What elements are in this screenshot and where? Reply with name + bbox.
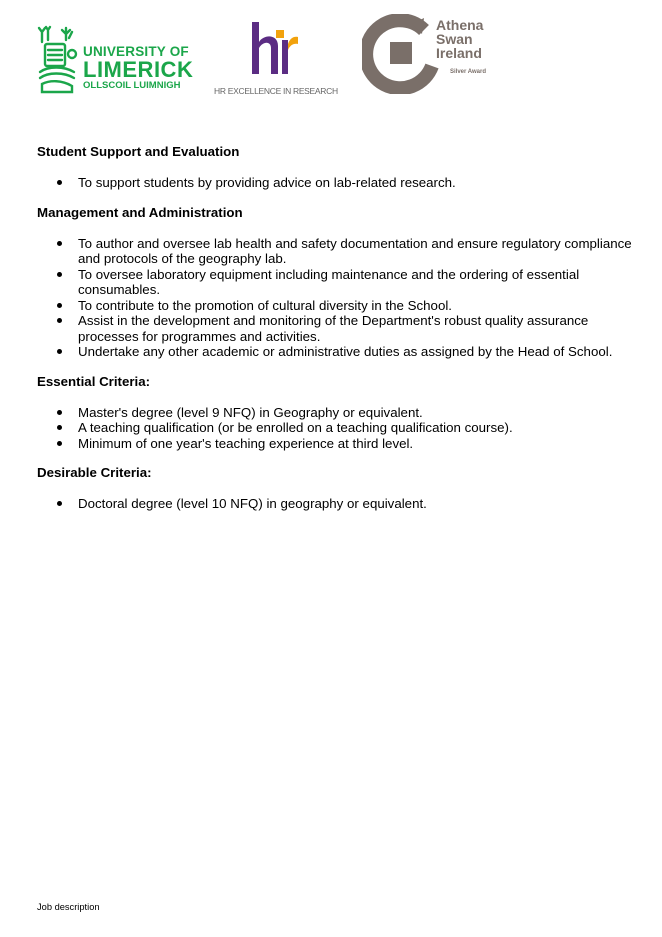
list-item-text: Doctoral degree (level 10 NFQ) in geography or equivalent. <box>78 496 427 511</box>
hr-caption: HR EXCELLENCE IN RESEARCH <box>214 86 338 96</box>
bullet-icon <box>57 241 62 246</box>
bullet-icon <box>57 180 62 185</box>
header-logos <box>0 0 662 110</box>
bullet-icon <box>57 318 62 323</box>
list-item <box>37 420 637 436</box>
ul-logo-line3: OLLSCOIL LUIMNIGH <box>83 80 181 91</box>
section-heading: Essential Criteria: <box>37 373 151 389</box>
list-item <box>37 344 637 360</box>
athena-award: Silver Award <box>450 69 487 75</box>
list-item-text: To contribute to the promotion of cultural diversity in the School. <box>78 297 452 313</box>
section-heading: Management and Administration <box>37 204 243 220</box>
list-item-text: Master's degree (level 9 NFQ) in Geography or equivalent. <box>78 404 423 420</box>
hr-mark-icon <box>248 20 298 76</box>
university-crest-icon <box>36 24 80 96</box>
list-item-text: Minimum of one year's teaching experience at third level. <box>78 435 414 451</box>
list-item-text: A teaching qualification (or be enrolled on a teaching qualification course). <box>78 420 513 435</box>
bullet-icon <box>57 272 62 277</box>
list-item <box>37 313 637 344</box>
bullet-icon <box>57 425 62 430</box>
list-item-text: To support students by providing advice on lab-related research. <box>78 175 456 190</box>
athena-swan-title <box>436 18 483 60</box>
list-item <box>37 405 637 421</box>
list-item-text: Undertake any other academic or administrative duties as assigned by the Head of School. <box>78 344 613 359</box>
bullet-icon <box>57 303 62 308</box>
university-name <box>83 44 193 92</box>
athena-swan-logo <box>362 14 502 94</box>
bullet-list <box>37 496 637 512</box>
bullet-list <box>37 236 637 360</box>
footer-text: Job description <box>37 902 100 912</box>
document-body <box>37 144 637 526</box>
list-item-text: Assist in the development and monitoring of the Department's robust quality assurance processes for programmes and activities. <box>78 313 589 344</box>
list-item <box>37 298 637 314</box>
section-heading: Desirable Criteria: <box>37 465 152 480</box>
bullet-icon <box>57 410 62 415</box>
list-item <box>37 236 637 267</box>
bullet-icon <box>57 441 62 446</box>
athena-title-line2: Swan <box>436 31 473 47</box>
list-item <box>37 496 637 512</box>
ul-logo-line1: UNIVERSITY OF <box>83 44 189 59</box>
bullet-list <box>37 175 637 191</box>
ul-logo-line2: LIMERICK <box>83 57 194 82</box>
bullet-list <box>37 405 637 452</box>
athena-title-line1: Athena <box>436 17 484 33</box>
equality-charter-ring-icon <box>362 14 442 94</box>
section-heading: Student Support and Evaluation <box>37 144 240 159</box>
bullet-icon <box>57 349 62 354</box>
bullet-icon <box>57 501 62 506</box>
list-item <box>37 175 637 191</box>
university-of-limerick-logo <box>36 24 196 96</box>
hr-excellence-logo <box>214 20 338 102</box>
list-item-text: To oversee laboratory equipment including maintenance and the ordering of essential consumables. <box>78 266 580 297</box>
list-item-text: To author and oversee lab health and safety documentation and ensure regulatory compliance and protocols of the geography lab. <box>78 235 632 266</box>
list-item <box>37 436 637 452</box>
list-item <box>37 267 637 298</box>
athena-title-line3: Ireland <box>436 45 482 61</box>
